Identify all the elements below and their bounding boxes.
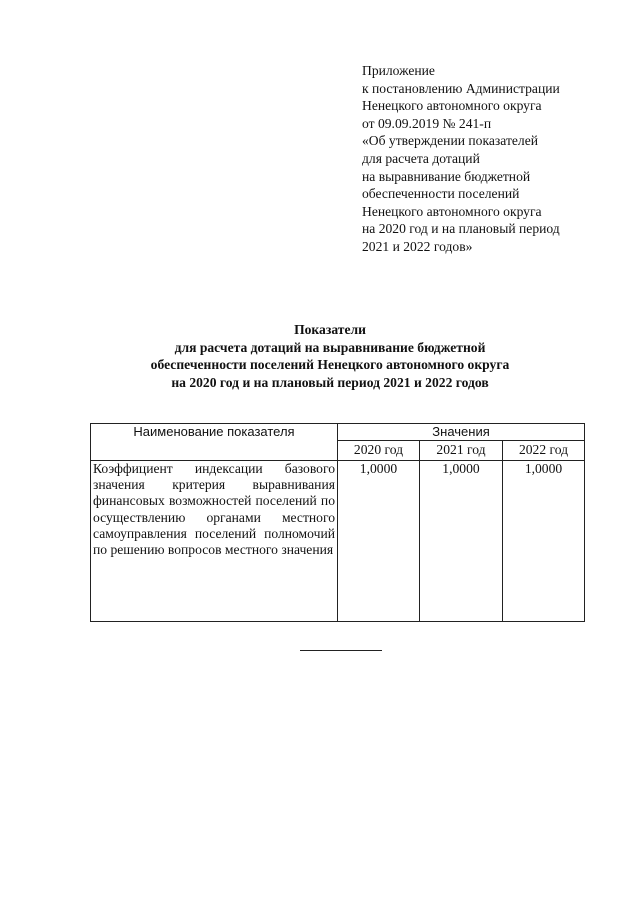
document-title [60, 321, 600, 391]
appendix-line: обеспеченности поселений [362, 186, 520, 202]
appendix-block [362, 62, 632, 256]
value-2022-cell: 1,0000 [503, 461, 585, 622]
appendix-line: Приложение [362, 63, 435, 78]
appendix-line: Ненецкого автономного округа [362, 203, 542, 219]
appendix-line: к постановлению Администрации [362, 80, 560, 96]
title-line: Показатели [294, 322, 366, 337]
header-year-2021: 2021 год [420, 441, 503, 461]
value-2021-cell: 1,0000 [420, 461, 503, 622]
title-line: для расчета дотаций на выравнивание бюджетной [174, 339, 486, 355]
appendix-line: на выравнивание бюджетной [362, 168, 531, 184]
appendix-line: «Об утверждении показателей [362, 133, 539, 149]
header-year-2020: 2020 год [338, 441, 420, 461]
appendix-line: 2021 и 2022 годов» [362, 238, 473, 254]
appendix-line: от 09.09.2019 № 241-п [362, 115, 492, 131]
value-2020-cell: 1,0000 [338, 461, 420, 622]
table-row [91, 461, 585, 622]
appendix-line: для расчета дотаций [362, 150, 480, 166]
header-values: Значения [338, 424, 585, 441]
appendix-line: на 2020 год и на плановый период [362, 221, 560, 237]
title-line: на 2020 год и на плановый период 2021 и 2022 годов [171, 374, 489, 390]
indicators-table [90, 423, 585, 622]
indicator-name-cell: Коэффициент индексации базового значения критерия выравнивания финансовых возможностей поселений по осуществлению органами местного самоуправления поселений полномочий по решению вопросов местного значения [91, 461, 338, 622]
header-year-2022: 2022 год [503, 441, 585, 461]
closing-divider-line [300, 650, 382, 651]
appendix-line: Ненецкого автономного округа [362, 98, 542, 114]
title-line: обеспеченности поселений Ненецкого автономного округа [150, 357, 510, 373]
header-indicator-name: Наименование показателя [91, 424, 338, 461]
